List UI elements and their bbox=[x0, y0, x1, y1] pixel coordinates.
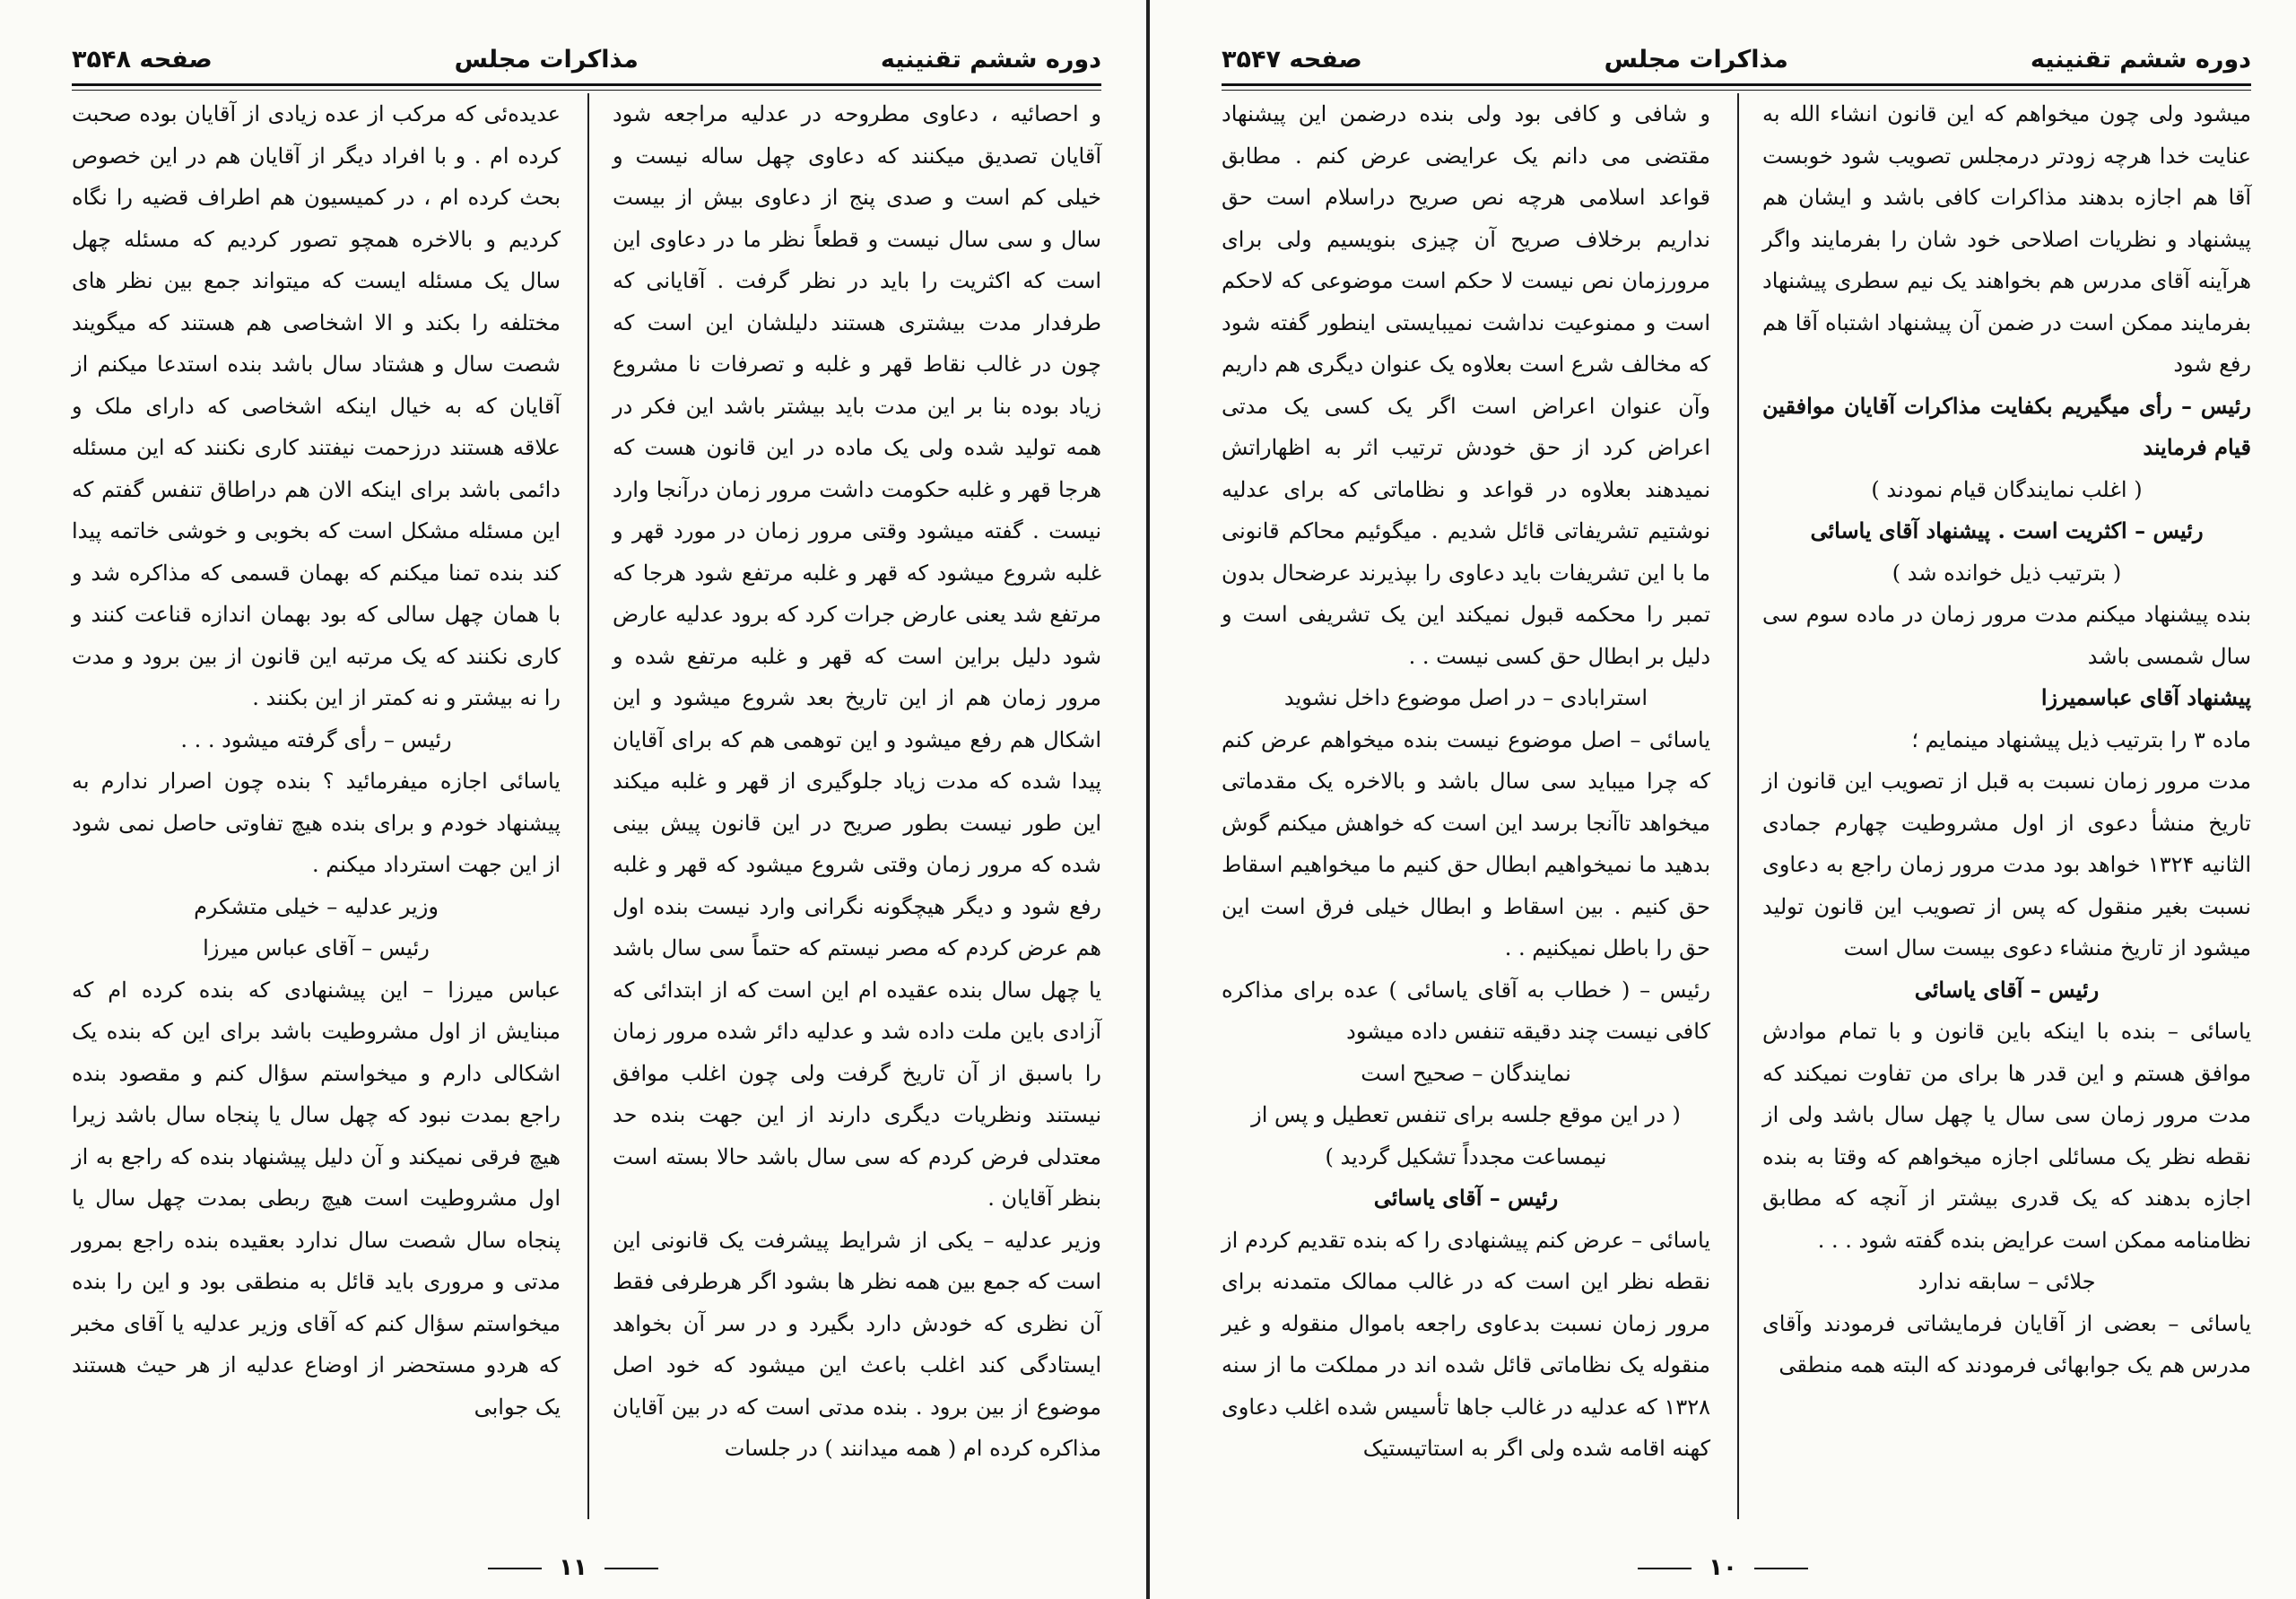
right-page-label: صفحه ۳۵۴۷ bbox=[1222, 45, 1362, 74]
paragraph: ماده ۳ را بترتیب ذیل پیشنهاد مینمایم ؛ bbox=[1911, 726, 2251, 752]
paragraph: و شافی و کافی بود ولی بنده درضمن این پیشنهاد مقتضی می دانم یک عرایضی عرض کنم . مطابق قواعد اسلامی هرچه نص صریح دراسلام است حق نداریم برخلاف صریح آن چیزی بنویسیم ولی برای مرورزمان نص نیست لا حکم است موضوعی که لاحکم است و ممنوعیت نداشت نمیبایستی اینطور گفته شود که مخالف شرع است بعلاوه یک عنوان دیگری هم داریم وآن عنوان اعراض است اگر یک کسی یک مدتی اعراض کرد از حق خودش ترتیب اثر به اظهاراتش نمیدهند بعلاوه در قواعد و نظاماتی که برای عدلیه نوشتیم تشریفاتی قائل شدیم . میگوئیم محاکم قانونی ما با این تشریفات باید دعاوی را بپذیرند عرضحال بدون تمبر را محکمه قبول نمیکند این یک تشریفی است و دلیل بر ابطال حق کسی نیست . . bbox=[1222, 101, 1710, 669]
paragraph: جلائی – سابقه ندارد bbox=[1918, 1269, 2096, 1294]
header-rule bbox=[1222, 83, 2251, 86]
right-page bbox=[1150, 0, 2296, 1599]
footer-dash bbox=[1638, 1568, 1692, 1569]
paragraph: یاسائی – بنده با اینکه باین قانون و با تمام موادش موافق هستم و این قدر ها برای من تفاوت نمیکند که مدت مرور زمان سی سال یا چهل سال باشد ولی از نقطه نظر یک مسائلی اجازه میخواهم که وقتا به بنده اجازه بدهند که یک قدری بیشتر از آنچه که مطابق نظامنامه ممکن است عرایض بنده گفته شود . . . bbox=[1762, 1019, 2251, 1253]
column-divider bbox=[587, 93, 589, 1519]
footer-dash bbox=[604, 1568, 658, 1569]
paragraph: مدت مرور زمان نسبت به قبل از تصویب این قانون از تاریخ منشأ دعوی از اول مشروطیت چهارم جمادی الثانیه ۱۳۲۴ خواهد بود مدت مرور زمان راجع به دعاوی نسبت بغیر منقول که پس از تصویب این قانون تولید میشود از تاریخ منشاء دعوی بیست سال است bbox=[1762, 769, 2251, 960]
left-page-header bbox=[72, 36, 1101, 83]
right-page-header bbox=[1222, 36, 2251, 83]
right-session-label: دوره ششم تقنینیه bbox=[2030, 45, 2251, 74]
paragraph: رئیس – رأی میگیریم بکفایت مذاکرات آقایان موافقین قیام فرمایند bbox=[1762, 392, 2251, 460]
right-page-column-left bbox=[1222, 93, 1710, 1470]
footer-dash bbox=[1754, 1568, 1808, 1569]
paragraph: پیشنهاد آقای عباسمیرزا bbox=[2040, 684, 2251, 710]
paragraph: میشود ولی چون میخواهم که این قانون انشاء الله به عنایت خدا هرچه زودتر درمجلس تصویب شود خوبست آقا هم اجازه بدهند مذاکرات کافی باشد و ایشان هم پیشنهاد و نظریات اصلاحی خود شان را بفرمایند واگر هرآینه آقای مدرس هم بخواهند یک نیم سطری پیشنهاد بفرمایند ممکن است در ضمن آن پیشنهاد اشتباه آقا هم رفع شود bbox=[1762, 101, 2252, 377]
footer-dash bbox=[488, 1568, 542, 1569]
left-page-column-right bbox=[613, 93, 1101, 1470]
paragraph: استرابادی – در اصل موضوع داخل نشوید bbox=[1283, 685, 1648, 710]
paragraph: یاسائی – اصل موضوع نیست بنده میخواهم عرض کنم که چرا میباید سی سال باشد و بالاخره یک مقدماتی میخواهد تاآنجا برسد این است که خواهش میکنم گوش بدهید ما نمیخواهیم ابطال حق کنیم ما میخواهیم اسقاط حق کنیم . بین اسقاط و ابطال خیلی فرق است این حق را باطل نمیکنیم . . bbox=[1222, 726, 1711, 960]
right-page-footer bbox=[1150, 1554, 2296, 1581]
paragraph: رئیس – آقای یاسائی bbox=[1373, 1185, 1559, 1211]
header-rule-thin bbox=[72, 90, 1101, 91]
left-page-number: ۱۱ bbox=[559, 1554, 587, 1581]
left-page-column-left bbox=[72, 93, 561, 1428]
right-header-title: مذاکرات مجلس bbox=[1604, 45, 1788, 74]
stage-direction: ( در این موقع جلسه برای تنفس تعطیل و پس از نیمساعت مجدداً تشکیل گردید ) bbox=[1251, 1102, 1681, 1169]
column-divider bbox=[1737, 93, 1739, 1519]
left-page-label: صفحه ۳۵۴۸ bbox=[72, 45, 213, 74]
stage-direction: ( اغلب نمایندگان قیام نمودند ) bbox=[1871, 476, 2143, 502]
left-header-title: مذاکرات مجلس bbox=[454, 45, 639, 74]
paragraph: رئیس – آقای عباس میرزا bbox=[203, 935, 430, 960]
left-page bbox=[0, 0, 1146, 1599]
paragraph: رئیس – رأی گرفته میشود . . . bbox=[180, 726, 452, 752]
paragraph: یاسائی – بعضی از آقایان فرمایشاتی فرمودند وآقای مدرس هم یک جوابهائی فرمودند که البته همه منطقی bbox=[1762, 1310, 2251, 1377]
header-rule-thin bbox=[1222, 90, 2251, 91]
paragraph: رئیس – ( خطاب به آقای یاسائی ) عده برای مذاکره کافی نیست چند دقیقه تنفس داده میشود bbox=[1222, 977, 1710, 1044]
paragraph: عباس میرزا – این پیشنهادی که بنده کرده ام که مبنایش از اول مشروطیت باشد برای این که بنده یک اشکالی دارم و میخواستم سؤال کنم و مقصود بنده راجع بمدت نبود که چهل سال یا پنجاه سال باشد زیرا هیچ فرقی نمیکند و آن دلیل پیشنهاد بنده که راجع به از اول مشروطیت است هیچ ربطی بمدت چهل سال یا پنجاه سال شصت سال ندارد بعقیده بنده راجع بمرور مدتی و مروری باید قائل به منطقی بود و این را بنده میخواستم سؤال کنم که آقای وزیر عدلیه یا آقای مخبر که هردو مستحضر از اوضاع عدلیه از هر حیث هستند یک جوابی bbox=[72, 977, 561, 1420]
paragraph: بنده پیشنهاد میکنم مدت مرور زمان در ماده سوم سی سال شمسی باشد bbox=[1762, 602, 2251, 669]
paragraph: یاسائی – عرض کنم پیشنهادی را که بنده تقدیم کردم از نقطه نظر این است که در غالب ممالک متمدنه برای مرور زمان نسبت بدعاوی راجعه باموال منقوله و غیر منقوله یک نظاماتی قائل شده اند در مملکت ما از سنه ۱۳۲۸ که عدلیه در غالب جاها تأسیس شده اغلب دعاوی کهنه اقامه شده ولی اگر به استاتیستیک bbox=[1222, 1227, 1710, 1461]
paragraph: و احصائیه ، دعاوی مطروحه در عدلیه مراجعه شود آقایان تصدیق میکنند که دعاوی چهل ساله نیست و خیلی کم است و صدی پنج از دعاوی بیش از بیست سال و سی سال نیست و قطعاً نظر ما در دعاوی این است که اکثریت را باید در نظر گرفت . آقایانی که طرفدار مدت بیشتری هستند دلیلشان این است که چون در غالب نقاط قهر و غلبه و تصرفات نا مشروع زیاد بوده بنا بر این مدت باید بیشتر باشد این فکر در همه تولید شده ولی یک ماده در این قانون هست که هرجا قهر و غلبه حکومت داشت مرور زمان درآنجا وارد نیست . گفته میشود وقتی مرور زمان در مورد قهر و غلبه شروع میشود که قهر و غلبه مرتفع شود هرجا که مرتفع شد یعنی عارض جرات کرد که برود عدلیه عارض شود دلیل براین است که قهر و غلبه مرتفع شده و مرور زمان هم از این تاریخ بعد شروع میشود و این اشکال هم رفع میشود و این توهمی هم که برای آقایان پیدا شده که مدت زیاد جلوگیری از قهر و غلبه میکند این طور نیست بطور صریح در این قانون پیش بینی شده که مرور زمان وقتی شروع میشود که قهر و غلبه رفع شود و دیگر هیچگونه نگرانی وارد نیست بنده اول هم عرض کردم که مصر نیستم که حتماً سی سال باشد یا چهل سال بنده عقیده ام این است که از ابتدائی که آزادی باین ملت داده شد و عدلیه دائر شده مرور زمان را باسبق از آن تاریخ گرفت ولی چون اغلب موافق نیستند ونظریات دیگری دارند از این جهت بنده حد معتدلی فرض کردم که سی سال باشد حالا بسته است بنظر آقایان . bbox=[613, 101, 1102, 1211]
paragraph: عدیده‌ئی که مرکب از عده زیادی از آقایان بوده صحبت کرده ام . و با افراد دیگر از آقایان هم در این خصوص بحث کرده ام ، در کمیسیون هم اطراف قضیه را نگاه کردیم و بالاخره همچو تصور کردیم که مسئله چهل سال یک مسئله ایست که میتواند جمع بین نظر های مختلفه را بکند و الا اشخاصی هم هستند که میگویند شصت سال و هشتاد سال باشد بنده استدعا میکنم از آقایان که به خیال اینکه اشخاصی که دارای ملک و علاقه هستند درزحمت نیفتند کاری نکنند که این مسئله دائمی باشد برای اینکه الان هم دراطاق تنفس گفتم که این مسئله مشکل است که بخوبی و خوشی خاتمه پیدا کند بنده تمنا میکنم که بهمان قسمی که مذاکره شد و با همان چهل سالی که بود بهمان اندازه قناعت کنند و کاری نکنند که یک مرتبه این قانون از بین برود و مدت را نه بیشتر و نه کمتر از این بکنند . bbox=[72, 101, 561, 710]
left-page-footer bbox=[0, 1554, 1146, 1581]
paragraph: رئیس – آقای یاسائی bbox=[1914, 976, 2100, 1003]
right-page-number: ۱۰ bbox=[1709, 1554, 1737, 1581]
paragraph: یاسائی اجازه میفرمائید ؟ بنده چون اصرار ندارم به پیشنهاد خودم و برای بنده هیچ تفاوتی حاصل نمی شود از این جهت استرداد میکنم . bbox=[72, 769, 561, 877]
left-session-label: دوره ششم تقنینیه bbox=[880, 45, 1101, 74]
stage-direction: ( بترتیب ذیل خوانده شد ) bbox=[1892, 560, 2122, 586]
header-rule bbox=[72, 83, 1101, 86]
paragraph: رئیس – اکثریت است . پیشنهاد آقای یاسائی bbox=[1810, 517, 2204, 543]
paragraph: وزیر عدلیه – خیلی متشکرم bbox=[194, 893, 439, 919]
right-page-column-right bbox=[1762, 93, 2251, 1386]
paragraph: وزیر عدلیه – یکی از شرایط پیشرفت یک قانونی این است که جمع بین همه نظر ها بشود اگر هرطرفی فقط آن نظری که خودش دارد بگیرد و در سر آن بخواهد ایستادگی کند اغلب باعث این میشود که خود اصل موضوع از بین برود . بنده مدتی است که در بین آقایان مذاکره کرده ام ( همه میدانند ) در جلسات bbox=[613, 1227, 1101, 1461]
paragraph: نمایندگان – صحیح است bbox=[1361, 1060, 1571, 1086]
